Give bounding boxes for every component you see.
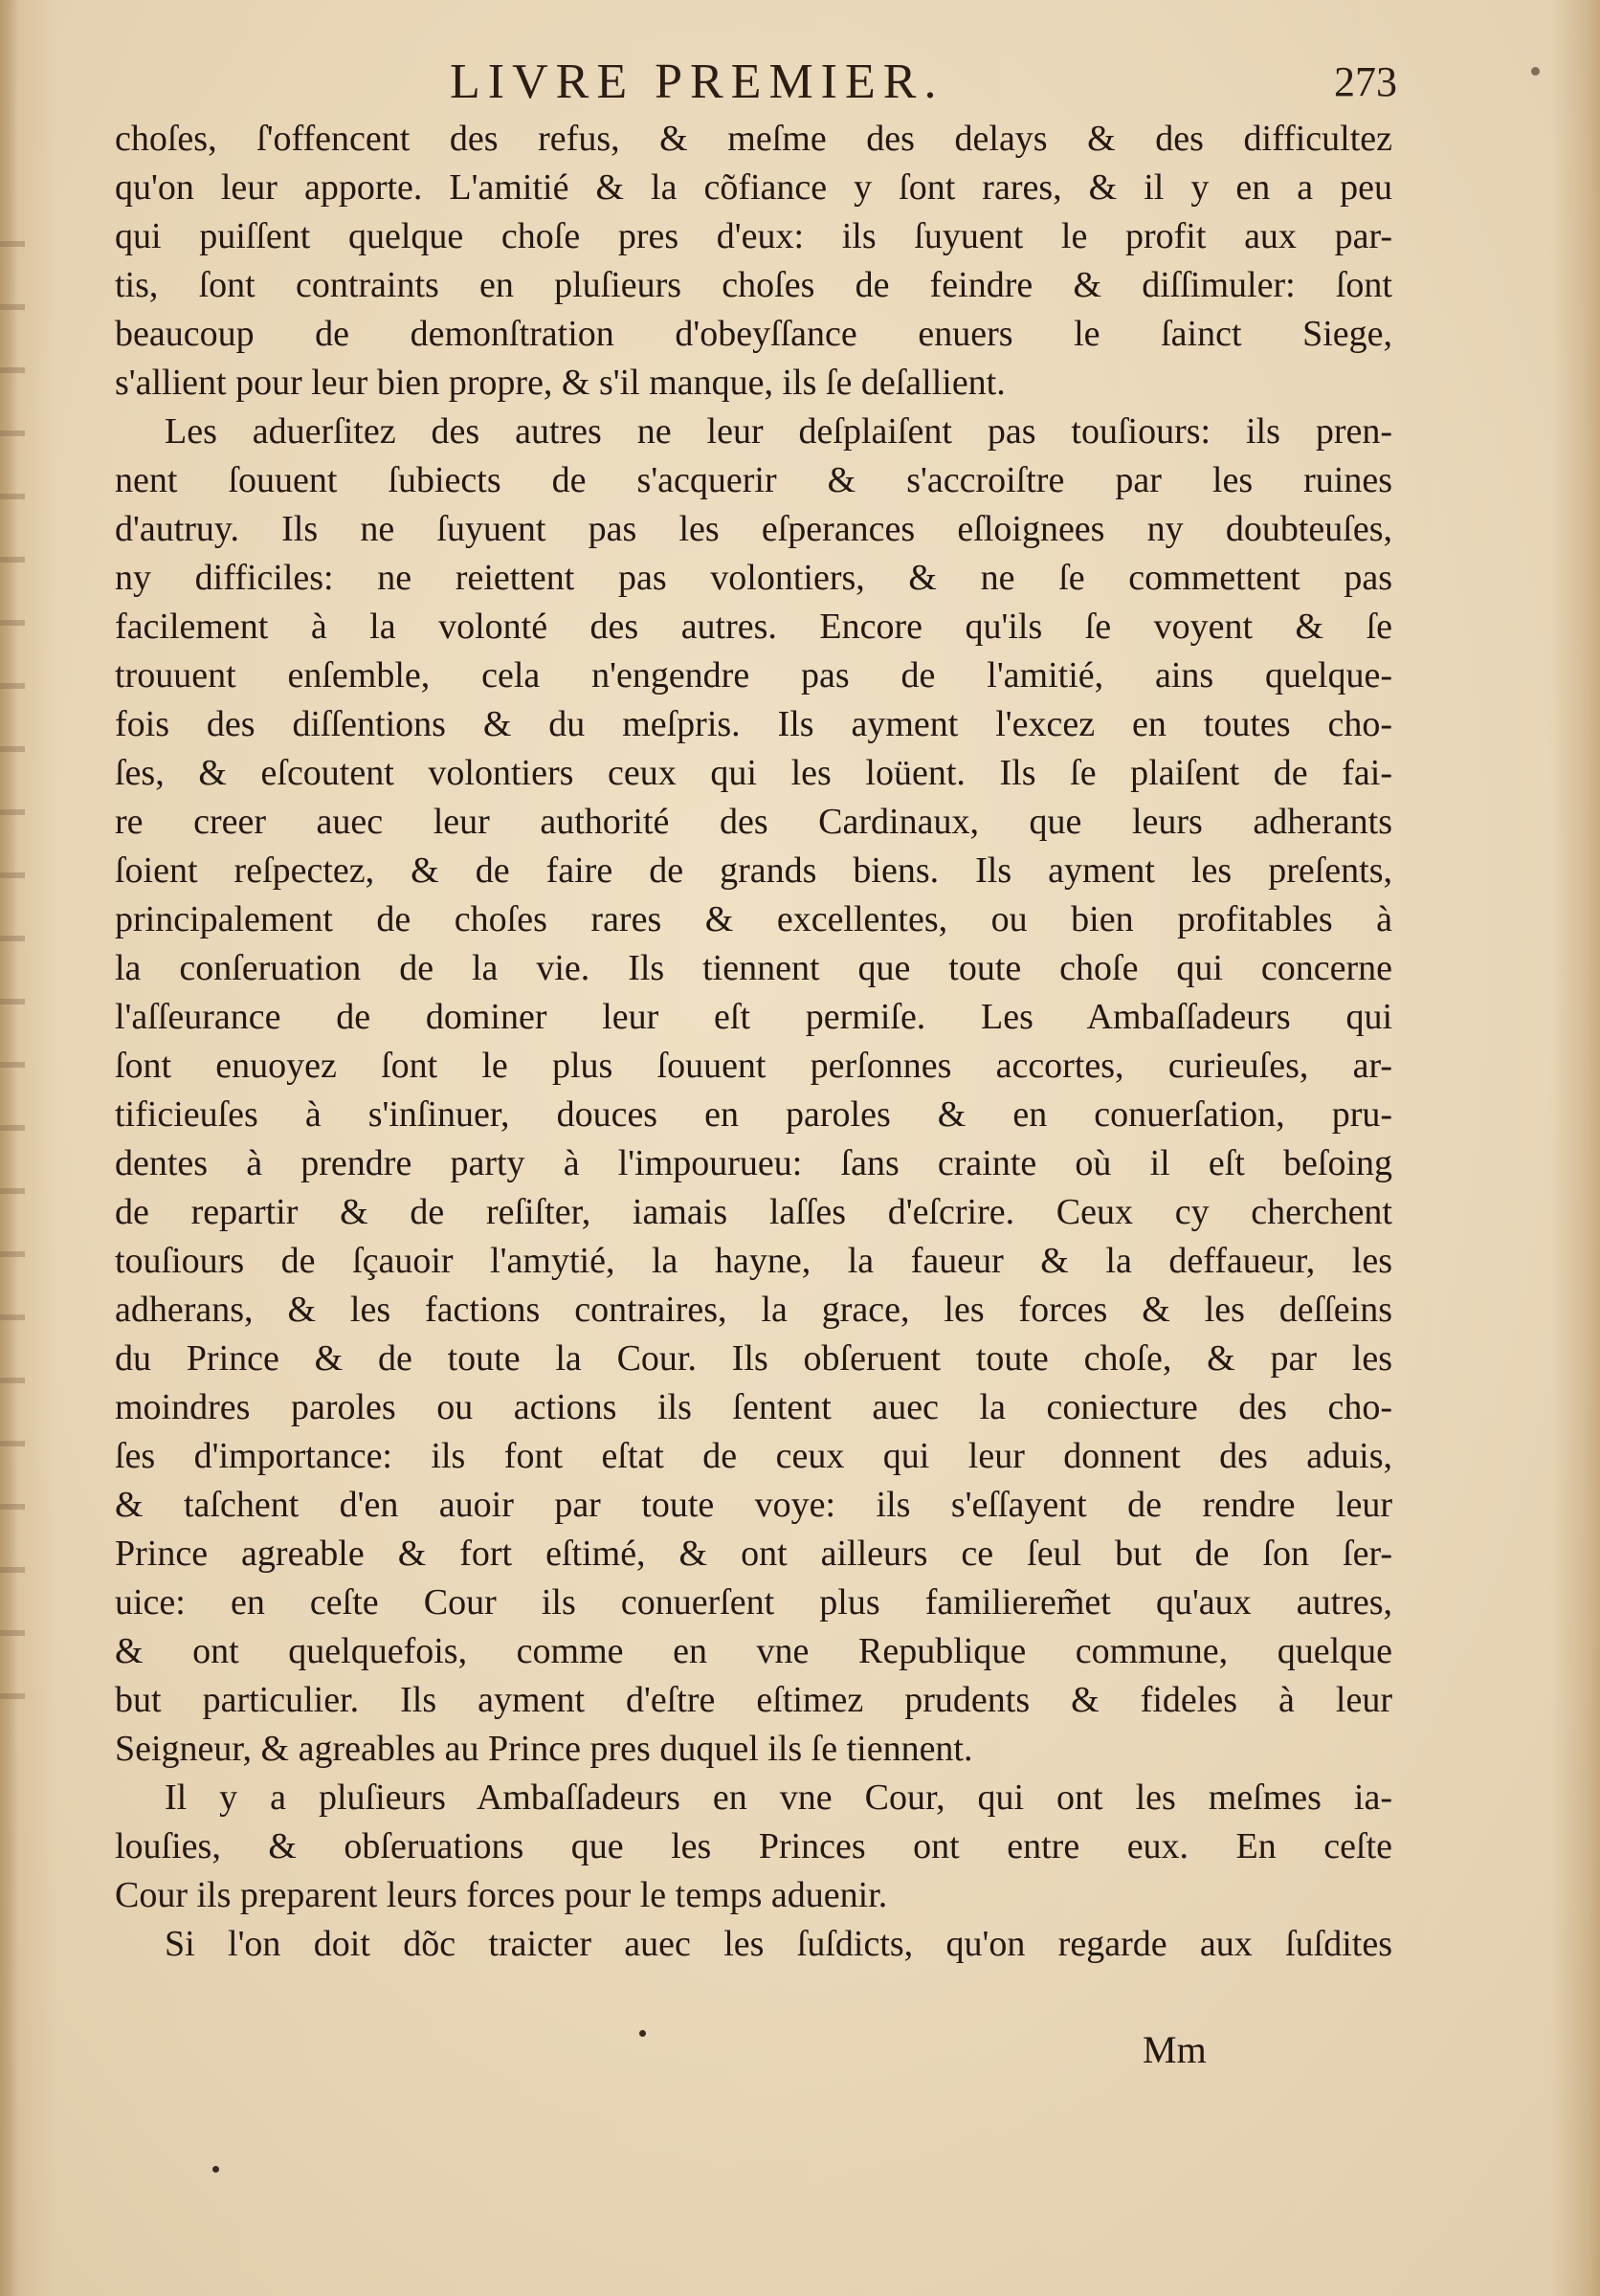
text-line: ny difficiles: ne reiettent pas volontiers, & ne ſe commettent pas (115, 558, 1392, 598)
text-line: qu'on leur apporte. L'amitié & la cõfiance y ſont rares, & il y en a peu (115, 167, 1392, 208)
show-through-bleed (0, 191, 25, 1722)
text-line: tis, ſont contraints en pluſieurs choſes de feindre & diſſimuler: ſont (115, 265, 1392, 305)
text-line: ſes d'importance: ils font eſtat de ceux qui leur donnent des aduis, (115, 1436, 1392, 1476)
text-line: du Prince & de toute la Cour. Ils obſeruent toute choſe, & par les (115, 1338, 1392, 1379)
text-line: re creer auec leur authorité des Cardinaux, que leurs adherants (115, 802, 1392, 842)
paragraph-start-line: Les aduerſitez des autres ne leur deſplaiſent pas touſiours: ils pren- (165, 411, 1392, 452)
text-line: adherans, & les factions contraires, la grace, les forces & les deſſeins (115, 1290, 1392, 1330)
text-line: ſont enuoyez ſont le plus ſouuent perſonnes accortes, curieuſes, ar- (115, 1046, 1392, 1086)
text-line: moindres paroles ou actions ils ſentent auec la coniecture des cho- (115, 1387, 1392, 1427)
text-line: facilement à la volonté des autres. Encore qu'ils ſe voyent & ſe (115, 607, 1392, 647)
text-line: touſiours de ſçauoir l'amytié, la hayne, la faueur & la deffaueur, les (115, 1241, 1392, 1281)
ink-speck (1531, 67, 1540, 76)
text-line: choſes, ſ'offencent des refus, & meſme des delays & des difficultez (115, 119, 1392, 159)
text-line: dentes à prendre party à l'impourueu: ſans crainte où il eſt beſoing (115, 1143, 1392, 1183)
catchword: Mm (1143, 2028, 1207, 2071)
text-line: but particulier. Ils ayment d'eſtre eſtimez prudents & fideles à leur (115, 1680, 1392, 1720)
ink-speck (212, 2166, 219, 2173)
text-line: de repartir & de reſiſter, iamais laſſes d'eſcrire. Ceux cy cherchent (115, 1192, 1392, 1232)
running-head: LIVRE PREMIER. (450, 55, 944, 109)
text-line: principalement de choſes rares & excellentes, ou bien profitables à (115, 899, 1392, 939)
text-line: uice: en ceſte Cour ils conuerſent plus familierem͏̃et qu'aux autres, (115, 1582, 1392, 1623)
text-line: ſes, & eſcoutent volontiers ceux qui les loüent. Ils ſe plaiſent de fai- (115, 753, 1392, 793)
body-text (115, 115, 1392, 1969)
text-line: louſies, & obſeruations que les Princes ont entre eux. En ceſte (115, 1826, 1392, 1866)
text-line: Prince agreable & fort eſtimé, & ont ailleurs ce ſeul but de ſon ſer- (115, 1534, 1392, 1574)
text-line: la conſeruation de la vie. Ils tiennent que toute choſe qui concerne (115, 948, 1392, 988)
text-line: qui puiſſent quelque choſe pres d'eux: ils ſuyuent le profit aux par- (115, 216, 1392, 256)
text-line: trouuent enſemble, cela n'engendre pas de l'amitié, ains quelque- (115, 655, 1392, 695)
text-line: & taſchent d'en auoir par toute voye: ils s'eſſayent de rendre leur (115, 1485, 1392, 1525)
page-header (124, 44, 1397, 121)
text-line: nent ſouuent ſubiects de s'acquerir & s'accroiſtre par les ruines (115, 460, 1392, 500)
text-line: d'autruy. Ils ne ſuyuent pas les eſperances eſloignees ny doubteuſes, (115, 509, 1392, 549)
text-line: Seigneur, & agreables au Prince pres duquel ils ſe tiennent. (115, 1729, 973, 1769)
page-number: 273 (1334, 58, 1397, 105)
text-line: beaucoup de demonſtration d'obeyſſance enuers le ſainct Siege, (115, 314, 1392, 354)
paragraph-start-line: Il y a pluſieurs Ambaſſadeurs en vne Cour, qui ont les meſmes ia- (165, 1777, 1392, 1818)
text-line: s'allient pour leur bien propre, & s'il manque, ils ſe deſallient. (115, 363, 1006, 403)
text-line: l'aſſeurance de dominer leur eſt permiſe. Les Ambaſſadeurs qui (115, 997, 1392, 1037)
ink-speck (639, 2030, 646, 2037)
text-line: tificieuſes à s'inſinuer, douces en paroles & en conuerſation, pru- (115, 1094, 1392, 1135)
text-line: Cour ils preparent leurs forces pour le temps aduenir. (115, 1875, 888, 1915)
paragraph-start-line: Si l'on doit dõc traicter auec les ſuſdicts, qu'on regarde aux ſuſdites (165, 1924, 1392, 1964)
text-line: & ont quelquefois, comme en vne Republique commune, quelque (115, 1631, 1392, 1671)
text-line: ſoient reſpectez, & de faire de grands biens. Ils ayment les preſents, (115, 850, 1392, 891)
text-line: fois des diſſentions & du meſpris. Ils ayment l'excez en toutes cho- (115, 704, 1392, 744)
